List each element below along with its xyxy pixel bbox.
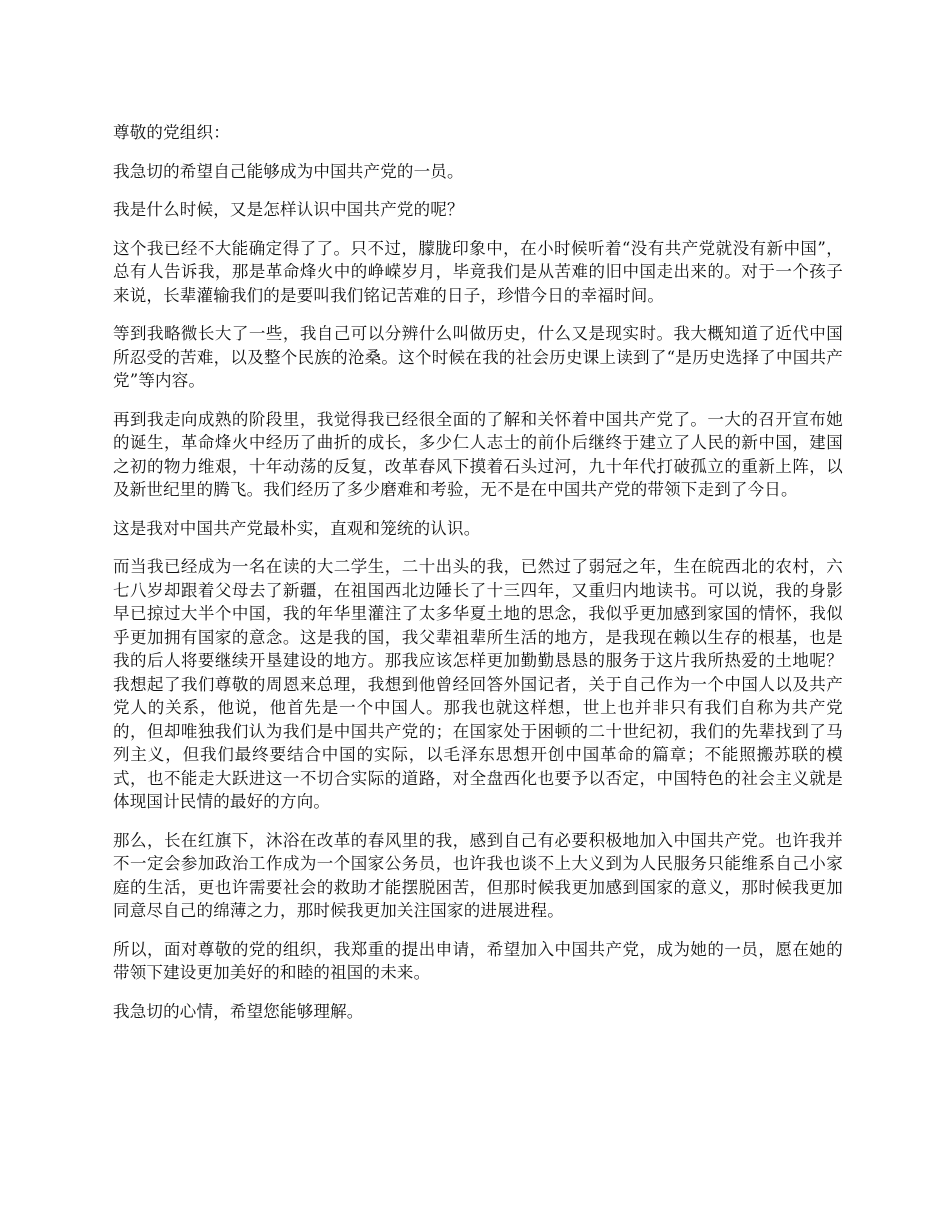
paragraph-1: 我急切的希望自己能够成为中国共产党的一员。 [113,161,464,181]
paragraph-5: 再到我走向成熟的阶段里，我觉得我已经很全面的了解和关怀着中国共产党了。一大的召开宣布她的诞生，革命烽火中经历了曲折的成长，多少仁人志士的前仆后继终于建立了人民的新中国，建国之初的物力维艰，十年动荡的反复，改革春风下摸着石头过河，九十年代打破孤立的重新上阵，以及新世纪里的腾飞。我们经历了多少磨难和考验，无不是在中国共产党的带领下走到了今日。 [113,409,843,499]
paragraph-8: 那么，长在红旗下，沐浴在改革的春风里的我，感到自己有必要积极地加入中国共产党。也许我并不一定会参加政治工作成为一个国家公务员，也许我也谈不上大义到为人民服务只能维系自己小家庭的生活，更也许需要社会的救助才能摆脱困苦，但那时候我更加感到国家的意义，那时候我更加同意尽自己的绵薄之力，那时候我更加关注国家的进展进程。 [113,830,843,920]
document-page [113,121,843,1038]
paragraph-3: 这个我已经不大能确定得了了。只不过，朦胧印象中，在小时候听着“没有共产党就没有新中国”，总有人告诉我，那是革命烽火中的峥嵘岁月，毕竟我们是从苦难的旧中国走出来的。对于一个孩子来说，长辈灌输我们的是要叫我们铭记苦难的日子，珍惜今日的幸福时间。 [113,238,843,305]
paragraph-6: 这是我对中国共产党最朴实，直观和笼统的认识。 [113,518,481,538]
paragraph-7: 而当我已经成为一名在读的大二学生，二十出头的我，已然过了弱冠之年，生在皖西北的农村，六七八岁却跟着父母去了新疆，在祖国西北边陲长了十三四年，又重归内地读书。可以说，我的身影早已掠过大半个中国，我的年华里灌注了太多华夏土地的思念，我似乎更加感到家国的情怀，我似乎更加拥有国家的意念。这是我的国，我父辈祖辈所生活的地方，是我现在赖以生存的根基，也是我的后人将要继续开垦建设的地方。那我应该怎样更加勤勤恳恳的服务于这片我所热爱的土地呢？我想起了我们尊敬的周恩来总理，我想到他曾经回答外国记者，关于自己作为一个中国人以及共产党人的关系，他说，他首先是一个中国人。那我也就这样想，世上也并非只有我们自称为共产党的，但却唯独我们认为我们是中国共产党的；在国家处于困顿的二十世纪初，我们的先辈找到了马列主义，但我们最终要结合中国的实际，以毛泽东思想开创中国革命的篇章；不能照搬苏联的模式，也不能走大跃进这一不切合实际的道路，对全盘西化也要予以否定，中国特色的社会主义就是体现国计民情的最好的方向。 [113,557,843,811]
salutation: 尊敬的党组织： [113,123,230,142]
paragraph-9: 所以，面对尊敬的党的组织，我郑重的提出申请，希望加入中国共产党，成为她的一员，愿在她的带领下建设更加美好的和睦的祖国的未来。 [113,939,843,982]
paragraph-4: 等到我略微长大了一些，我自己可以分辨什么叫做历史，什么又是现实时。我大概知道了近代中国所忍受的苦难，以及整个民族的沧桑。这个时候在我的社会历史课上读到了“是历史选择了中国共产党”等内容。 [113,324,843,390]
closing-paragraph: 我急切的心情，希望您能够理解。 [113,1001,364,1021]
paragraph-2: 我是什么时候，又是怎样认识中国共产党的呢？ [113,200,464,219]
